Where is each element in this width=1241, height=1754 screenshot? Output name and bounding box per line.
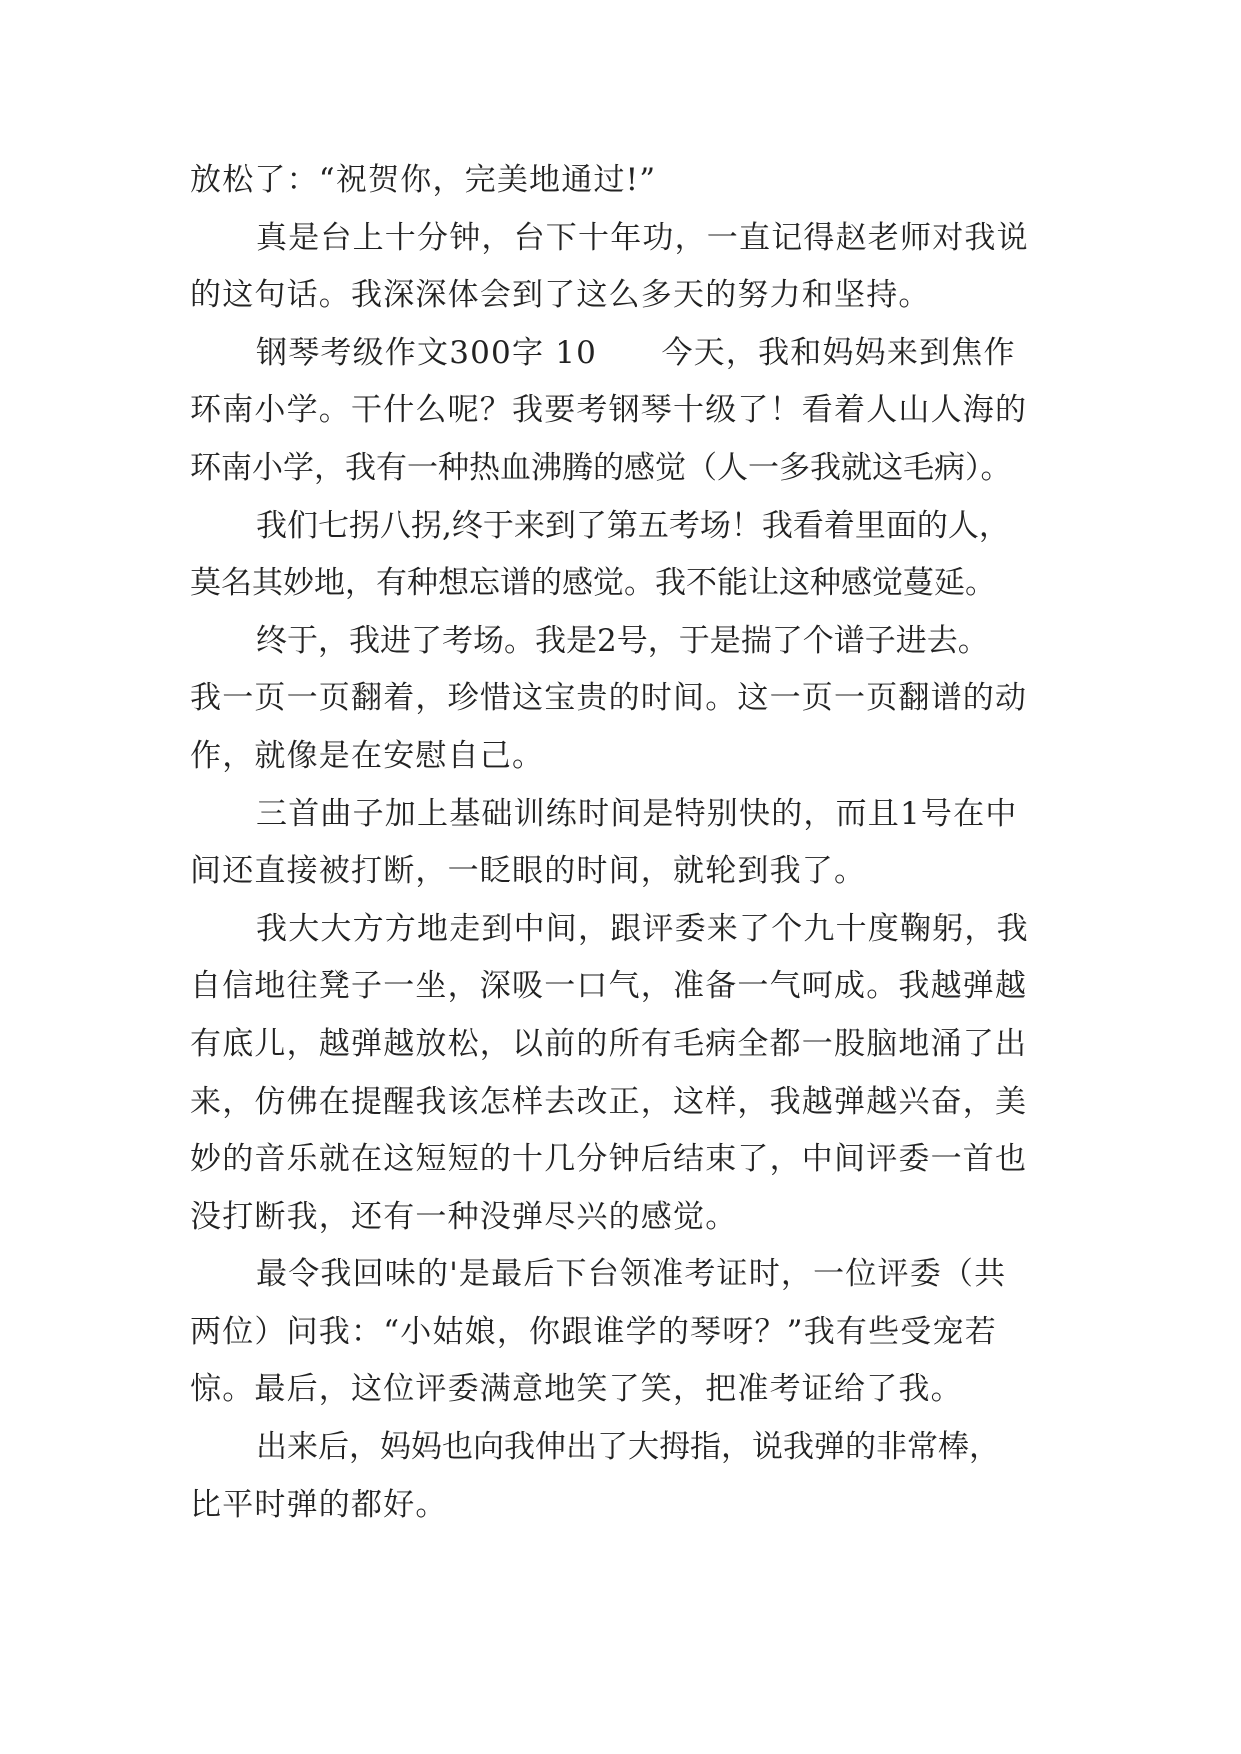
paragraph-start-line: 最令我回味的'是最后下台领准考证时，一位评委（共 xyxy=(256,1256,1007,1293)
paragraph-start-line: 三首曲子加上基础训练时间是特别快的，而且1号在中 xyxy=(256,795,1018,832)
text-line: 间还直接被打断，一眨眼的时间，就轮到我了。 xyxy=(190,853,867,890)
essay-body xyxy=(190,152,1090,1534)
text-line: 两位）问我：“小姑娘，你跟谁学的琴呀？”我有些受宠若 xyxy=(190,1313,997,1350)
paragraph-start-line: 我们七拐八拐,终于来到了第五考场！我看着里面的人， xyxy=(256,507,1010,544)
text-line: 作，就像是在安慰自己。 xyxy=(190,737,545,774)
text-line: 的这句话。我深深体会到了这么多天的努力和坚持。 xyxy=(190,277,931,314)
text-line: 惊。最后，这位评委满意地笑了笑，把准考证给了我。 xyxy=(190,1371,963,1408)
paragraph-start-line: 钢琴考级作文300字 10 今天，我和妈妈来到焦作 xyxy=(256,334,1016,371)
text-line: 比平时弹的都好。 xyxy=(190,1486,448,1523)
paragraph-start-line: 我大大方方地走到中间，跟评委来了个九十度鞠躬，我 xyxy=(256,910,1029,947)
text-line: 没打断我，还有一种没弹尽兴的感觉。 xyxy=(190,1198,738,1235)
text-line: 环南小学，我有一种热血沸腾的感觉（人一多我就这毛病）。 xyxy=(190,449,1012,486)
text-line: 我一页一页翻着，珍惜这宝贵的时间。这一页一页翻谱的动 xyxy=(190,680,1028,717)
text-line: 莫名其妙地，有种想忘谱的感觉。我不能让这种感觉蔓延。 xyxy=(190,565,996,602)
paragraph-start-line: 终于，我进了考场。我是2号，于是揣了个谱子进去。 xyxy=(256,622,989,659)
text-line: 妙的音乐就在这短短的十几分钟后结束了，中间评委一首也 xyxy=(190,1141,1028,1178)
paragraph-start-line: 真是台上十分钟，台下十年功，一直记得赵老师对我说 xyxy=(256,219,1029,256)
text-line: 有底儿，越弹越放松，以前的所有毛病全都一股脑地涌了出 xyxy=(190,1025,1028,1062)
text-line: 环南小学。干什么呢？我要考钢琴十级了！看着人山人海的 xyxy=(190,392,1028,429)
paragraph-start-line: 出来后，妈妈也向我伸出了大拇指，说我弹的非常棒， xyxy=(256,1429,1000,1466)
text-line: 来，仿佛在提醒我该怎样去改正，这样，我越弹越兴奋，美 xyxy=(190,1083,1028,1120)
text-line: 放松了：“祝贺你，完美地通过!” xyxy=(190,162,657,198)
text-line: 自信地往凳子一坐，深吸一口气，准备一气呵成。我越弹越 xyxy=(190,968,1028,1005)
